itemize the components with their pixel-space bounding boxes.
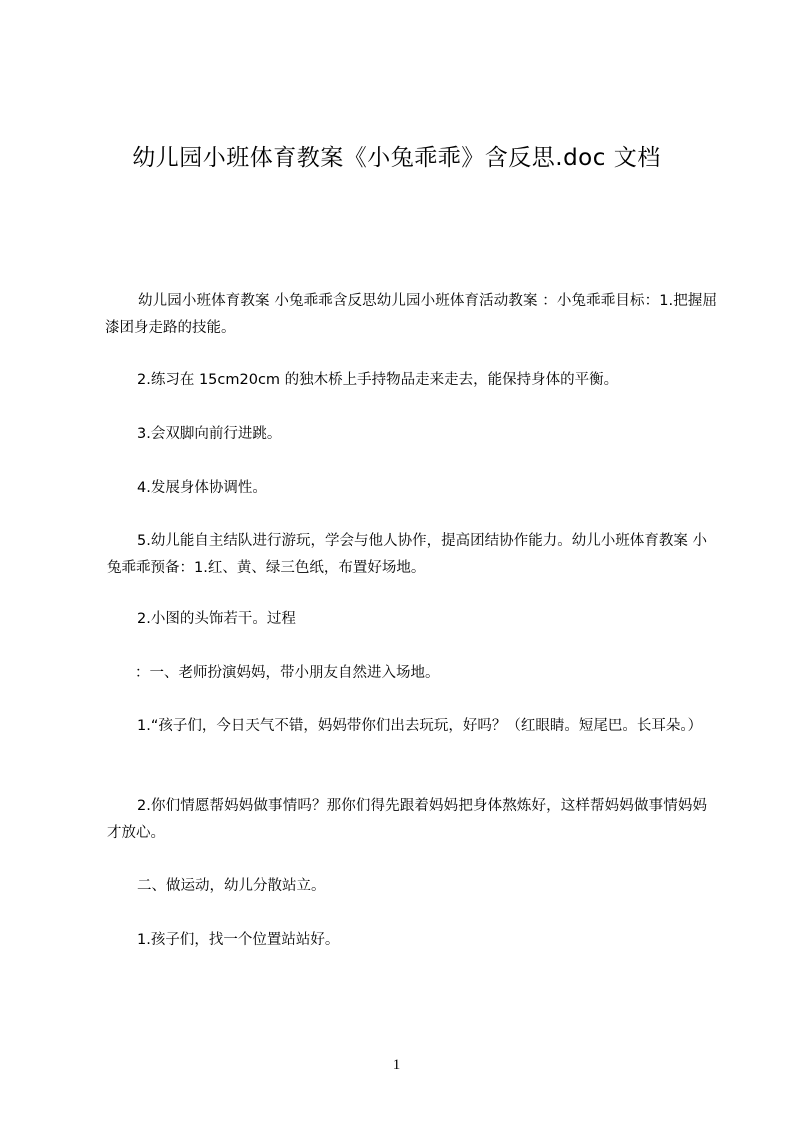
paragraph-coordination: 4.发展身体协调性。	[137, 480, 267, 496]
paragraph-jump: 3.会双脚向前行进跳。	[137, 426, 282, 442]
page-number: 1	[392, 1057, 401, 1073]
paragraph-find-position: 1.孩子们，找一个位置站站好。	[137, 932, 340, 948]
paragraph-teamwork-preparation: 5.幼儿能自主结队进行游玩，学会与他人协作，提高团结协作能力。幼儿小班体育教案 小兔乖乖预备：1.红、黄、绿三色纸，布置好场地。	[107, 533, 707, 576]
paragraph-dialogue-one: 1.“孩子们，今日天气不错，妈妈带你们出去玩玩，好吗？（红眼睛。短尾巴。长耳朵。）	[137, 718, 703, 734]
paragraph-headwear-process: 2.小图的头饰若干。过程	[137, 611, 296, 627]
document-title: 幼儿园小班体育教案《小兔乖乖》含反思.doc 文档	[132, 145, 661, 171]
paragraph-step-two: 二、做运动，幼儿分散站立。	[137, 878, 326, 894]
paragraph-dialogue-two: 2.你们情愿帮妈妈做事情吗？那你们得先跟着妈妈把身体熬炼好，这样帮妈妈做事情妈妈才放心。	[107, 798, 707, 841]
paragraph-step-one: ：一、老师扮演妈妈，带小朋友自然进入场地。	[135, 665, 440, 681]
paragraph-objectives: 幼儿园小班体育教案 小兔乖乖含反思幼儿园小班体育活动教案 ：小兔乖乖目标：1.把握屈漆团身走路的技能。	[105, 293, 717, 336]
paragraph-balance-beam: 2.练习在 15cm20cm 的独木桥上手持物品走来走去，能保持身体的平衡。	[137, 372, 619, 388]
